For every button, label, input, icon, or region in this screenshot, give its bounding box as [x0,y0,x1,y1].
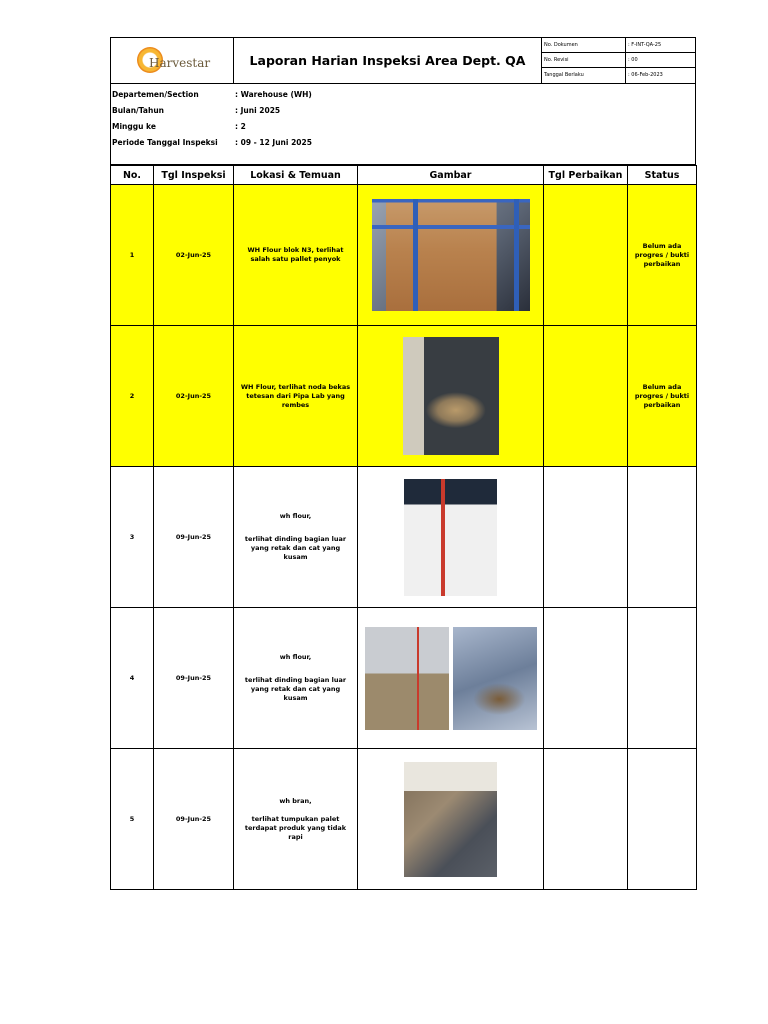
finding-location: wh flour, [279,512,312,520]
doc-key: Tanggal Berlaku [542,68,626,83]
finding-text: WH Flour blok N3, terlihat salah satu pallet penyok [247,246,344,263]
finding-text: terlihat dinding bagian luar yang retak dan cat yang kusam [244,676,347,702]
report-header [110,37,696,84]
inspection-report-sheet [110,37,696,890]
finding-location: wh bran, [279,796,312,805]
document-info [542,38,695,83]
info-label: Bulan/Tahun [112,106,164,115]
info-value: : 09 - 12 Juni 2025 [235,138,312,147]
col-header-finding: Lokasi & Temuan [234,166,358,185]
doc-value: : F-INT-QA-25 [628,42,662,48]
table-row [111,467,697,608]
cell-finding [234,326,358,467]
cell-repair-date [544,185,628,326]
doc-row-number [542,38,695,53]
cell-repair-date [544,467,628,608]
doc-key: No. Revisi [542,53,626,67]
info-value: : Warehouse (WH) [235,90,312,99]
cell-status [628,608,697,749]
table-row [111,326,697,467]
col-header-date: Tgl Inspeksi [154,166,234,185]
cell-finding [234,467,358,608]
cell-finding [234,185,358,326]
photo-cracked-wall [404,479,497,596]
cell-date: 02-Jun-25 [154,326,234,467]
col-header-no: No. [111,166,154,185]
photo-floor-stain [403,337,499,455]
cell-picture [358,185,544,326]
table-header-row [111,166,697,185]
photo-wall-right [453,627,537,730]
doc-row-effective-date [542,68,695,83]
photo-pallet-stack [404,762,497,877]
logo-cell [111,38,234,83]
finding-text: terlihat tumpukan palet terdapat produk yang tidak rapi [244,814,347,841]
cell-no: 2 [111,326,154,467]
cell-date: 09-Jun-25 [154,749,234,890]
cell-finding [234,608,358,749]
cell-date: 09-Jun-25 [154,467,234,608]
info-label: Periode Tanggal Inspeksi [112,138,218,147]
doc-value: : 00 [628,57,638,63]
photo-dented-pallet [372,199,530,311]
cell-picture [358,749,544,890]
logo-wordmark: Harvestar [149,56,211,70]
info-value: : Juni 2025 [235,106,281,115]
table-row [111,749,697,890]
doc-value: : 06-Feb-2023 [628,72,663,78]
info-label: Departemen/Section [112,90,199,99]
cell-status: Belum ada progres / bukti perbaikan [628,326,697,467]
report-info [110,84,696,165]
harvestar-logo [137,47,209,75]
cell-no: 4 [111,608,154,749]
photo-wall-left [365,627,449,730]
col-header-repair-date: Tgl Perbaikan [544,166,628,185]
finding-text: terlihat dinding bagian luar yang retak dan cat yang kusam [244,535,347,561]
cell-status: Belum ada progres / bukti perbaikan [628,185,697,326]
cell-no: 5 [111,749,154,890]
col-header-picture: Gambar [358,166,544,185]
cell-no: 3 [111,467,154,608]
cell-finding [234,749,358,890]
doc-row-revision [542,53,695,68]
cell-repair-date [544,749,628,890]
cell-picture [358,608,544,749]
info-value: : 2 [235,122,246,131]
cell-repair-date [544,608,628,749]
table-row [111,185,697,326]
cell-date: 02-Jun-25 [154,185,234,326]
cell-repair-date [544,326,628,467]
cell-status [628,749,697,890]
cell-status [628,467,697,608]
cell-no: 1 [111,185,154,326]
doc-key: No. Dokumen [542,38,626,52]
report-title: Laporan Harian Inspeksi Area Dept. QA [234,38,542,83]
info-label: Minggu ke [112,122,156,131]
table-row [111,608,697,749]
findings-table [110,165,697,890]
finding-text: WH Flour, terlihat noda bekas tetesan dari Pipa Lab yang rembes [240,382,351,409]
cell-date: 09-Jun-25 [154,608,234,749]
finding-location: wh flour, [279,653,312,661]
cell-picture [358,467,544,608]
col-header-status: Status [628,166,697,185]
cell-picture [358,326,544,467]
